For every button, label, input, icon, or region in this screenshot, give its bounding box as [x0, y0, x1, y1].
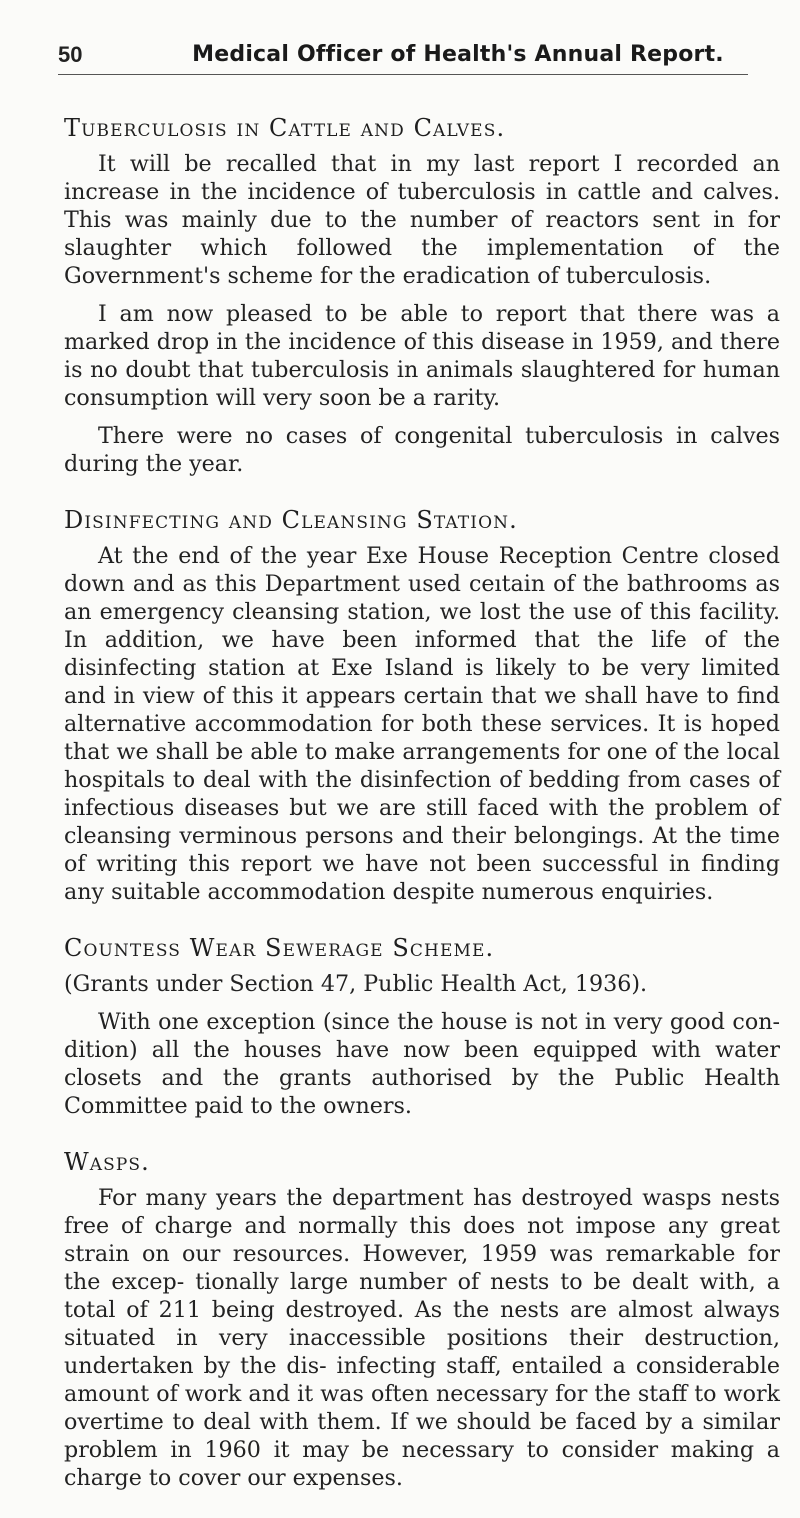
page-header [58, 42, 748, 82]
section-heading: Countess Wear Sewerage Scheme. [64, 934, 495, 962]
section-heading: Wasps. [64, 1148, 150, 1176]
paragraph: For many years the department has destroyed wasps nests free of charge and normally this does not impose any great strain on our resources. However, 1959 was remarkable for the excep- tionally large number of nests to be dealt with, a total of 211 being destroyed. As the nests are almost always situated in very inaccessible positions their destruction, undertaken by the dis- infecting staff, entailed a considerable amount of work and it was often necessary for the staff to work overtime to deal with them. If we should be faced by a similar problem in 1960 it may be necessary to consider making a charge to cover our expenses. [64, 1185, 780, 1491]
paragraph: I am now pleased to be able to report that there was a marked drop in the incidence of this disease in 1959, and there is no doubt that tuberculosis in animals slaughtered for human consumption will very soon be a rarity. [64, 301, 780, 411]
header-rule [58, 74, 748, 75]
page-number: 50 [58, 42, 83, 67]
section-heading: Tuberculosis in Cattle and Calves. [64, 114, 506, 142]
section-tuberculosis [64, 112, 780, 478]
section-wasps [64, 1146, 780, 1492]
section-disinfecting-station [64, 504, 780, 906]
paragraph: At the end of the year Exe House Reception Centre closed down and as this Department used ceıtain of the bathrooms as an emergency cleansing station, we lost the use of this facility. In addition, we have been informed that the life of the disinfecting station at Exe Island is likely to be very limited and in view of this it appears certain that we shall have to find alternative accommodation for both these services. It is hoped that we shall be able to make arrangements for one of the local hospitals to deal with the disinfection of bedding from cases of infectious diseases but we are still faced with the problem of cleansing verminous persons and their belongings. At the time of writing this report we have not been successful in finding any suitable accommodation despite numerous enquiries. [64, 543, 780, 905]
running-title: Medical Officer of Health's Annual Report. [192, 42, 724, 67]
section-sewerage-scheme [64, 932, 780, 1120]
paragraph: It will be recalled that in my last report I recorded an increase in the incidence of tuberculosis in cattle and calves. This was mainly due to the number of reactors sent in for slaughter which followed the implementation of the Government's scheme for the eradication of tuberculosis. [64, 151, 780, 289]
section-subheading: (Grants under Section 47, Public Health Act, 1936). [64, 971, 648, 997]
paragraph: There were no cases of congenital tuberculosis in calves during the year. [64, 423, 780, 477]
section-heading: Disinfecting and Cleansing Station. [64, 506, 518, 534]
paragraph: With one exception (since the house is not in very good con- dition) all the houses have now been equipped with water closets and the grants authorised by the Public Health Committee paid to the owners. [64, 1009, 780, 1119]
report-body [64, 112, 780, 1518]
